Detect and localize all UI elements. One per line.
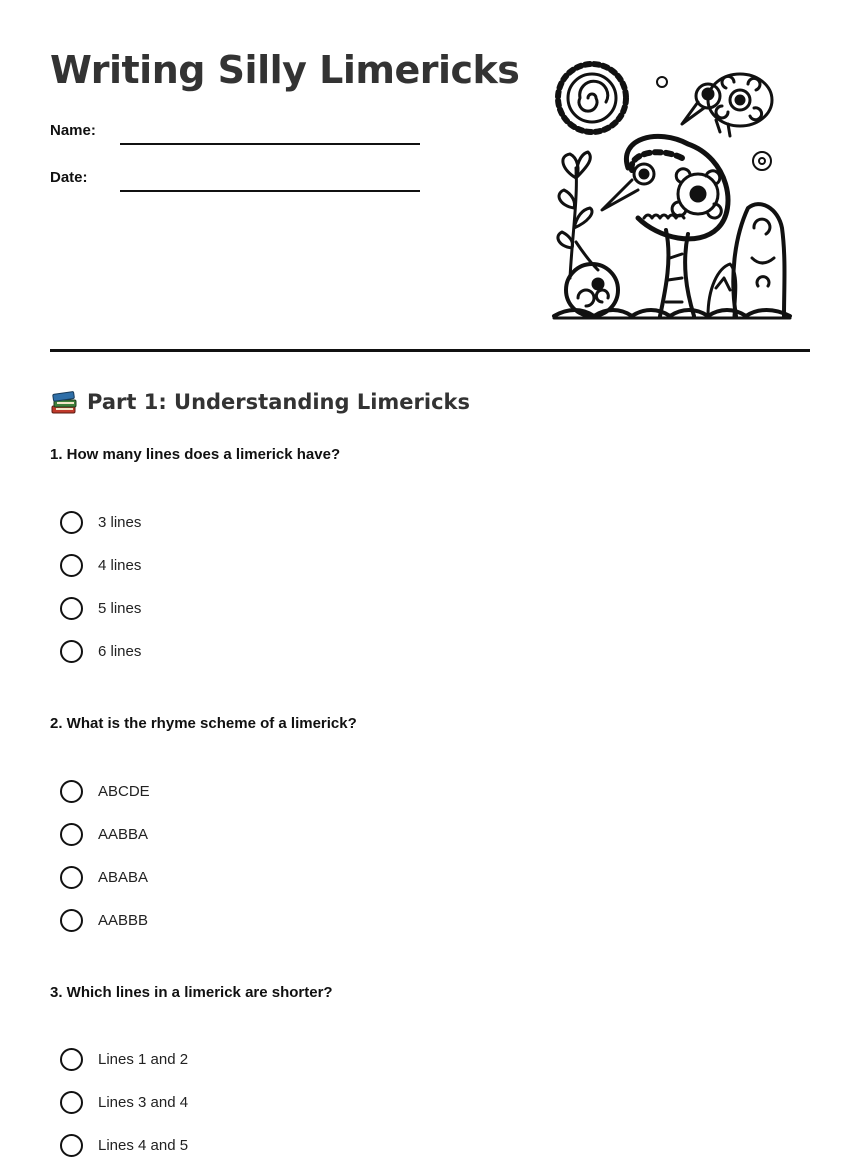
header-divider — [50, 349, 810, 352]
name-field[interactable] — [120, 143, 420, 145]
option-q1-c[interactable] — [60, 595, 141, 621]
option-q2-b[interactable] — [60, 821, 148, 847]
option-label: ABABA — [98, 868, 149, 886]
option-q3-b[interactable] — [60, 1089, 188, 1115]
option-q2-d[interactable] — [60, 907, 148, 933]
folk-art-birds-illustration — [548, 58, 796, 320]
radio-button[interactable] — [60, 597, 83, 620]
question-2: 2. What is the rhyme scheme of a limerick? — [50, 715, 357, 732]
radio-button[interactable] — [60, 640, 83, 663]
option-q2-c[interactable] — [60, 864, 148, 890]
question-1: 1. How many lines does a limerick have? — [50, 446, 341, 463]
option-label: 5 lines — [98, 599, 142, 617]
option-label: Lines 1 and 2 — [98, 1050, 189, 1068]
option-label: AABBB — [98, 911, 149, 929]
option-label: Lines 3 and 4 — [98, 1093, 189, 1111]
question-3: 3. Which lines in a limerick are shorter? — [50, 984, 333, 1001]
radio-button[interactable] — [60, 1134, 83, 1157]
option-q1-d[interactable] — [60, 638, 141, 664]
option-q2-a[interactable] — [60, 778, 150, 804]
date-label: Date: — [50, 169, 88, 186]
option-label: 6 lines — [98, 642, 142, 660]
radio-button[interactable] — [60, 511, 83, 534]
books-icon — [50, 389, 78, 415]
option-label: Lines 4 and 5 — [98, 1136, 189, 1154]
name-label: Name: — [50, 122, 96, 139]
radio-button[interactable] — [60, 1091, 83, 1114]
radio-button[interactable] — [60, 866, 83, 889]
date-field[interactable] — [120, 190, 420, 192]
option-label: 4 lines — [98, 556, 142, 574]
radio-button[interactable] — [60, 1048, 83, 1071]
option-q3-a[interactable] — [60, 1046, 188, 1072]
section-heading — [50, 389, 470, 415]
option-label: 3 lines — [98, 513, 142, 531]
radio-button[interactable] — [60, 823, 83, 846]
option-q1-b[interactable] — [60, 552, 141, 578]
option-q3-c[interactable] — [60, 1132, 188, 1158]
option-label: ABCDE — [98, 782, 150, 800]
option-label: AABBA — [98, 825, 149, 843]
radio-button[interactable] — [60, 554, 83, 577]
option-q1-a[interactable] — [60, 509, 141, 535]
radio-button[interactable] — [60, 780, 83, 803]
page-title: Writing Silly Limericks — [50, 48, 520, 92]
radio-button[interactable] — [60, 909, 83, 932]
section-title: Part 1: Understanding Limericks — [87, 390, 471, 414]
